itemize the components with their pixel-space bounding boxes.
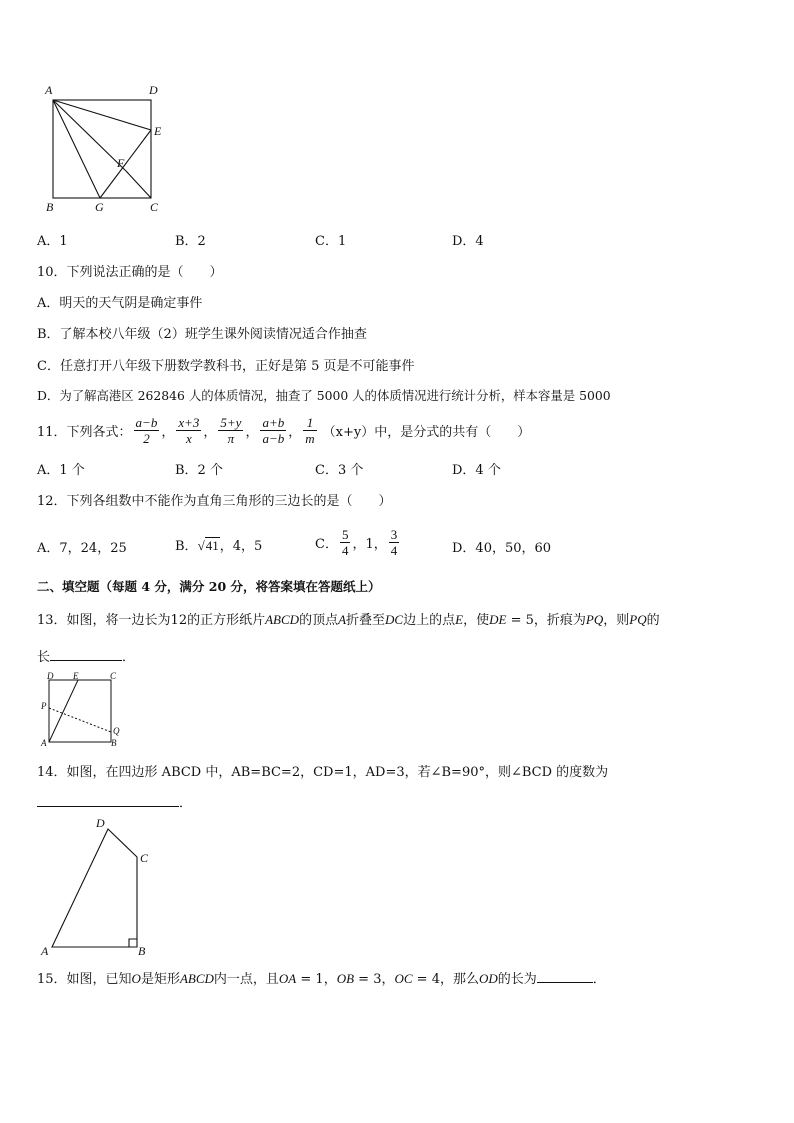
fig13-label-D: D [47,671,54,681]
q10-option-b: B．了解本校八年级（2）班学生课外阅读情况适合作抽查 [37,327,367,342]
q11-fraction-1: $\frac{a-b}{2}$ [135,414,158,446]
q15-answer-blank[interactable] [537,970,593,983]
q11-option-d: D．4 个 [452,463,501,478]
fig13-label-E: E [73,671,79,681]
fig9-label-G: G [95,200,104,214]
q12-option-c: C． $\frac{5}{4}$ ，1， $\frac{3}{4}$ [315,526,398,558]
q11-option-a: A．1 个 [37,463,85,478]
fig13-label-B: B [111,738,117,748]
fig14-label-C: C [140,851,149,865]
q11-option-c: C．3 个 [315,463,364,478]
q11-fraction-5: $\frac{1}{m}$ [305,414,315,446]
q11-stem: 11．下列各式： $\frac{a-b}{2}$ ， $\frac{x+3}{x}$ ， $\frac{5+y}{\pi}$ ， $\frac{a+b}{a-b}$ ， $\frac{1}{m}$ （x+y）中，是分式的共有（ ） [37,414,531,446]
fig9-label-B: B [46,200,54,214]
q10-option-a: A．明天的天气阴是确定事件 [37,296,203,311]
q14-answer-blank[interactable] [37,794,179,807]
fig9-label-A: A [45,83,53,97]
q12-option-b: B．√41，4，5 [175,538,263,554]
fig9-label-C: C [150,200,159,214]
q12-option-a: A．7，24，25 [37,541,127,556]
q10-stem: 10．下列说法正确的是（ ） [37,265,223,280]
q11-prefix: 11．下列各式： [37,424,132,440]
fig14-label-A: A [41,944,49,958]
q14-stem: 14．如图，在四边形 ABCD 中，AB=BC=2，CD=1，AD=3，若∠B=90°，则∠BCD 的度数为 [37,765,609,780]
q9-option-d: D．4 [452,234,484,249]
q14-figure [40,815,160,960]
q10-option-d: D．为了解高港区 262846 人的体质情况，抽查了 5000 人的体质情况进行统计分析，样本容量是 5000 [37,388,611,403]
fig13-label-P: P [41,701,47,711]
q12-stem: 12．下列各组数中不能作为直角三角形的三边长的是（ ） [37,494,392,509]
fig9-label-D: D [149,83,158,97]
q9-option-b: B．2 [175,234,206,249]
fig13-label-A: A [41,738,47,748]
q9-option-c: C．1 [315,234,347,249]
fig13-label-Q: Q [113,726,120,736]
q13-answer-blank[interactable] [50,648,122,661]
q11-fraction-2: $\frac{x+3}{x}$ [178,414,200,446]
q9-figure [40,80,170,220]
q11-fraction-3: $\frac{5+y}{\pi}$ [220,414,242,446]
q13-line2: 长 ． [37,650,136,665]
q15-stem: 15．如图，已知O是矩形ABCD内一点，且OA = 1，OB = 3，OC = 4，那么OD的长为 ． [37,971,606,987]
q11-suffix: （x+y）中，是分式的共有（ ） [322,424,531,440]
q11-option-b: B．2 个 [175,463,223,478]
fig9-label-E: E [154,124,162,138]
q14-line2: ． [37,792,192,811]
section-heading: 二、填空题（每题 4 分，满分 20 分，将答案填在答题纸上） [37,579,381,594]
fig14-label-B: B [138,944,146,958]
fig14-label-D: D [96,816,105,830]
q13-stem: 13．如图，将一边长为12的正方形纸片ABCD的顶点A折叠至DC边上的点E，使DE = 5，折痕为PQ，则PQ的 [37,612,660,628]
q12-option-d: D．40，50，60 [452,541,552,556]
fig13-label-C: C [110,671,117,681]
q10-option-c: C．任意打开八年级下册数学教科书，正好是第 5 页是不可能事件 [37,359,415,374]
fig9-label-F: F [117,156,125,170]
q11-fraction-4: $\frac{a+b}{a-b}$ [262,414,285,446]
q9-option-a: A．1 [37,234,68,249]
